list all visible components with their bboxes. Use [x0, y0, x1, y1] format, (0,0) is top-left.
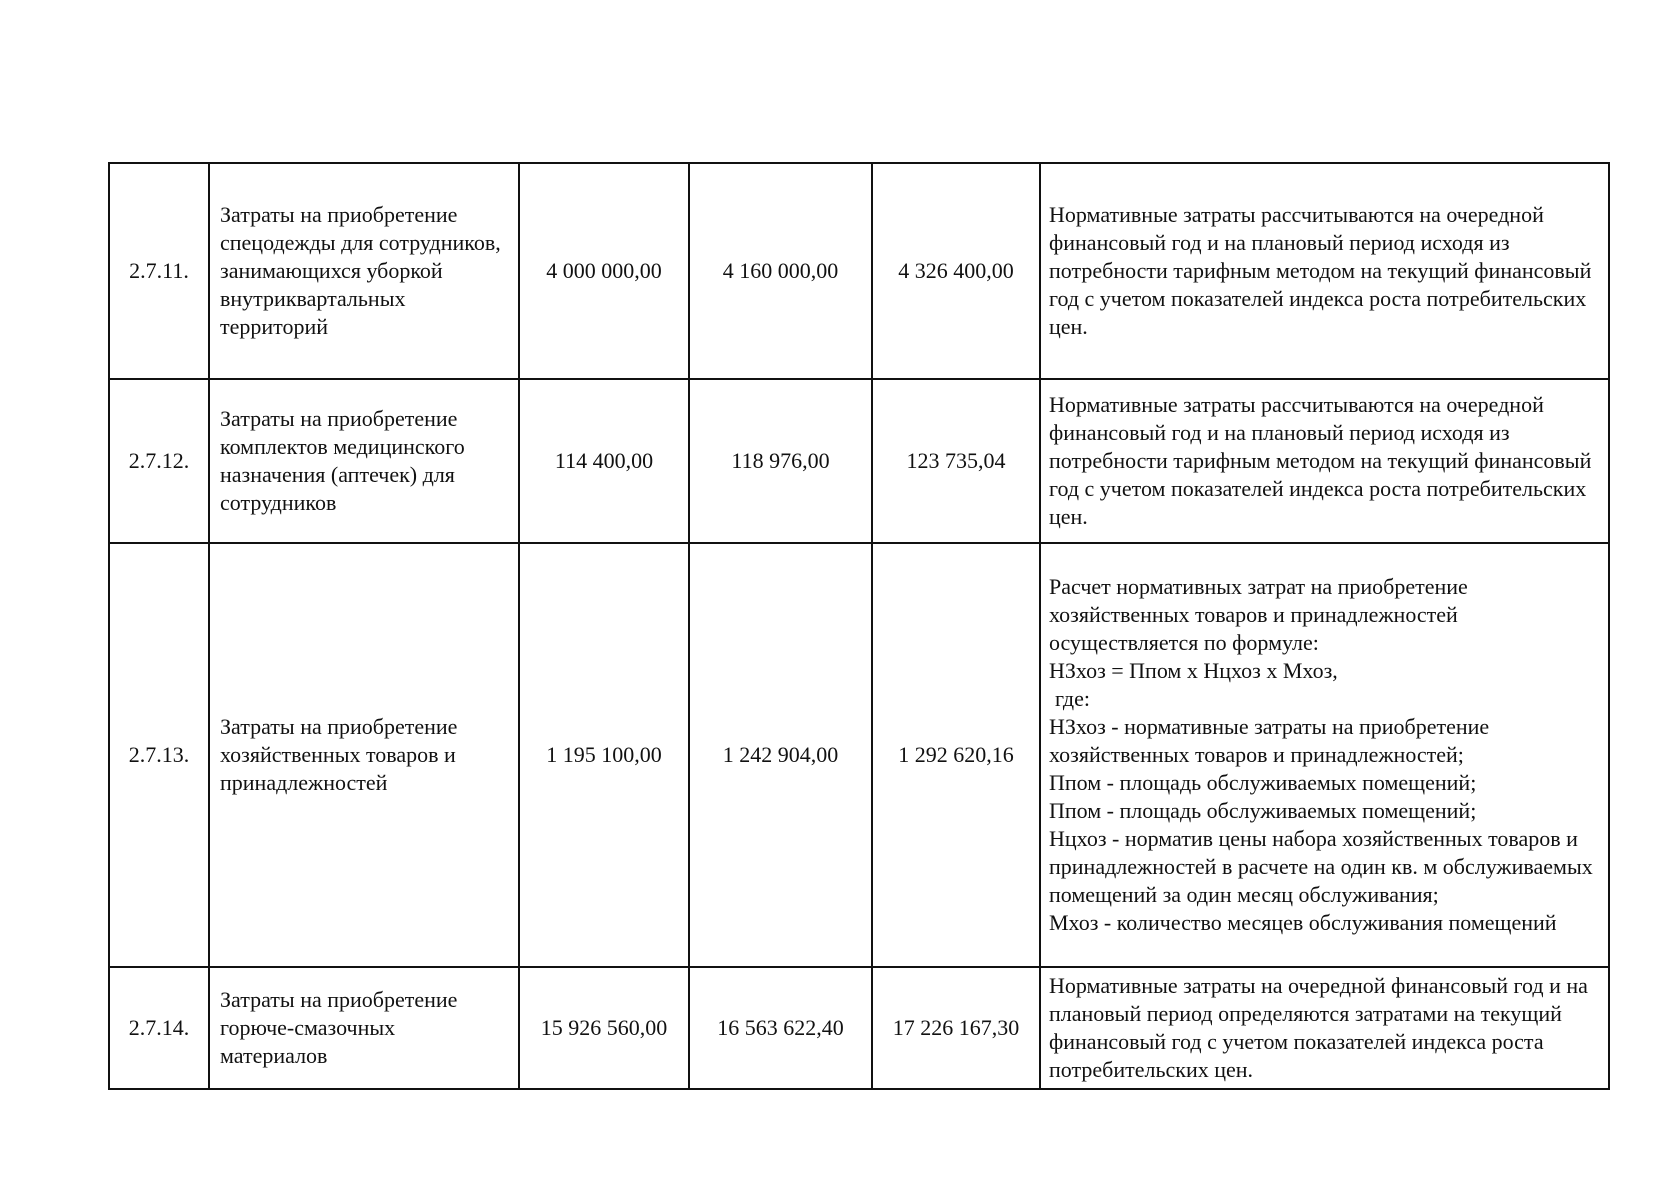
amount-year-2: 118 976,00: [689, 379, 872, 543]
amount-year-3: 17 226 167,30: [872, 967, 1040, 1089]
note-text: Нормативные затраты рассчитываются на очередной финансовый год и на плановый период исходя из потребности тарифным методом на текущий финансовый год с учетом показателей индекса роста потребительских цен.: [1049, 202, 1592, 339]
definition-ppom-repeat: Ппом - площадь обслуживаемых помещений;: [1049, 798, 1477, 823]
amount-year-1: 114 400,00: [519, 379, 689, 543]
amount-year-1: 15 926 560,00: [519, 967, 689, 1089]
row-number: 2.7.14.: [109, 967, 209, 1089]
row-number: 2.7.13.: [109, 543, 209, 967]
row-description: Затраты на приобретение спецодежды для сотрудников, занимающихся уборкой внутриквартальных территорий: [209, 163, 519, 379]
definition-ppom: Ппом - площадь обслуживаемых помещений;: [1049, 770, 1477, 795]
table-row: [109, 967, 1609, 1089]
row-note: [1040, 163, 1609, 379]
amount-year-3: 123 735,04: [872, 379, 1040, 543]
definition-mhoz: Мхоз - количество месяцев обслуживания помещений: [1049, 910, 1557, 935]
row-note: [1040, 543, 1609, 967]
note-text: Расчет нормативных затрат на приобретение хозяйственных товаров и принадлежностей осуществляется по формуле:: [1049, 574, 1468, 655]
formula-text: НЗхоз = Ппом х Нцхоз х Мхоз,: [1049, 658, 1338, 683]
definition-nchoz: Нцхоз - норматив цены набора хозяйственных товаров и принадлежностей в расчете на один кв. м обслуживаемых помещений за один месяц обслуживания;: [1049, 826, 1593, 907]
amount-year-3: 4 326 400,00: [872, 163, 1040, 379]
row-description: Затраты на приобретение комплектов медицинского назначения (аптечек) для сотрудников: [209, 379, 519, 543]
table-row: [109, 543, 1609, 967]
row-number: 2.7.11.: [109, 163, 209, 379]
amount-year-1: 4 000 000,00: [519, 163, 689, 379]
row-number: 2.7.12.: [109, 379, 209, 543]
definition-nzhoz: НЗхоз - нормативные затраты на приобретение хозяйственных товаров и принадлежностей;: [1049, 714, 1490, 767]
note-text: Нормативные затраты на очередной финансовый год и на плановый период определяются затратами на текущий финансовый год с учетом показателей индекса роста потребительских цен.: [1049, 973, 1588, 1082]
row-note: [1040, 379, 1609, 543]
cost-table: [108, 162, 1610, 1090]
row-description: Затраты на приобретение горюче-смазочных материалов: [209, 967, 519, 1089]
amount-year-2: 16 563 622,40: [689, 967, 872, 1089]
table-row: [109, 163, 1609, 379]
row-description: Затраты на приобретение хозяйственных товаров и принадлежностей: [209, 543, 519, 967]
amount-year-3: 1 292 620,16: [872, 543, 1040, 967]
note-text: Нормативные затраты рассчитываются на очередной финансовый год и на плановый период исходя из потребности тарифным методом на текущий финансовый год с учетом показателей индекса роста потребительских цен.: [1049, 392, 1592, 529]
amount-year-2: 4 160 000,00: [689, 163, 872, 379]
where-text: где:: [1055, 686, 1090, 711]
table-row: [109, 379, 1609, 543]
amount-year-2: 1 242 904,00: [689, 543, 872, 967]
row-note: [1040, 967, 1609, 1089]
amount-year-1: 1 195 100,00: [519, 543, 689, 967]
